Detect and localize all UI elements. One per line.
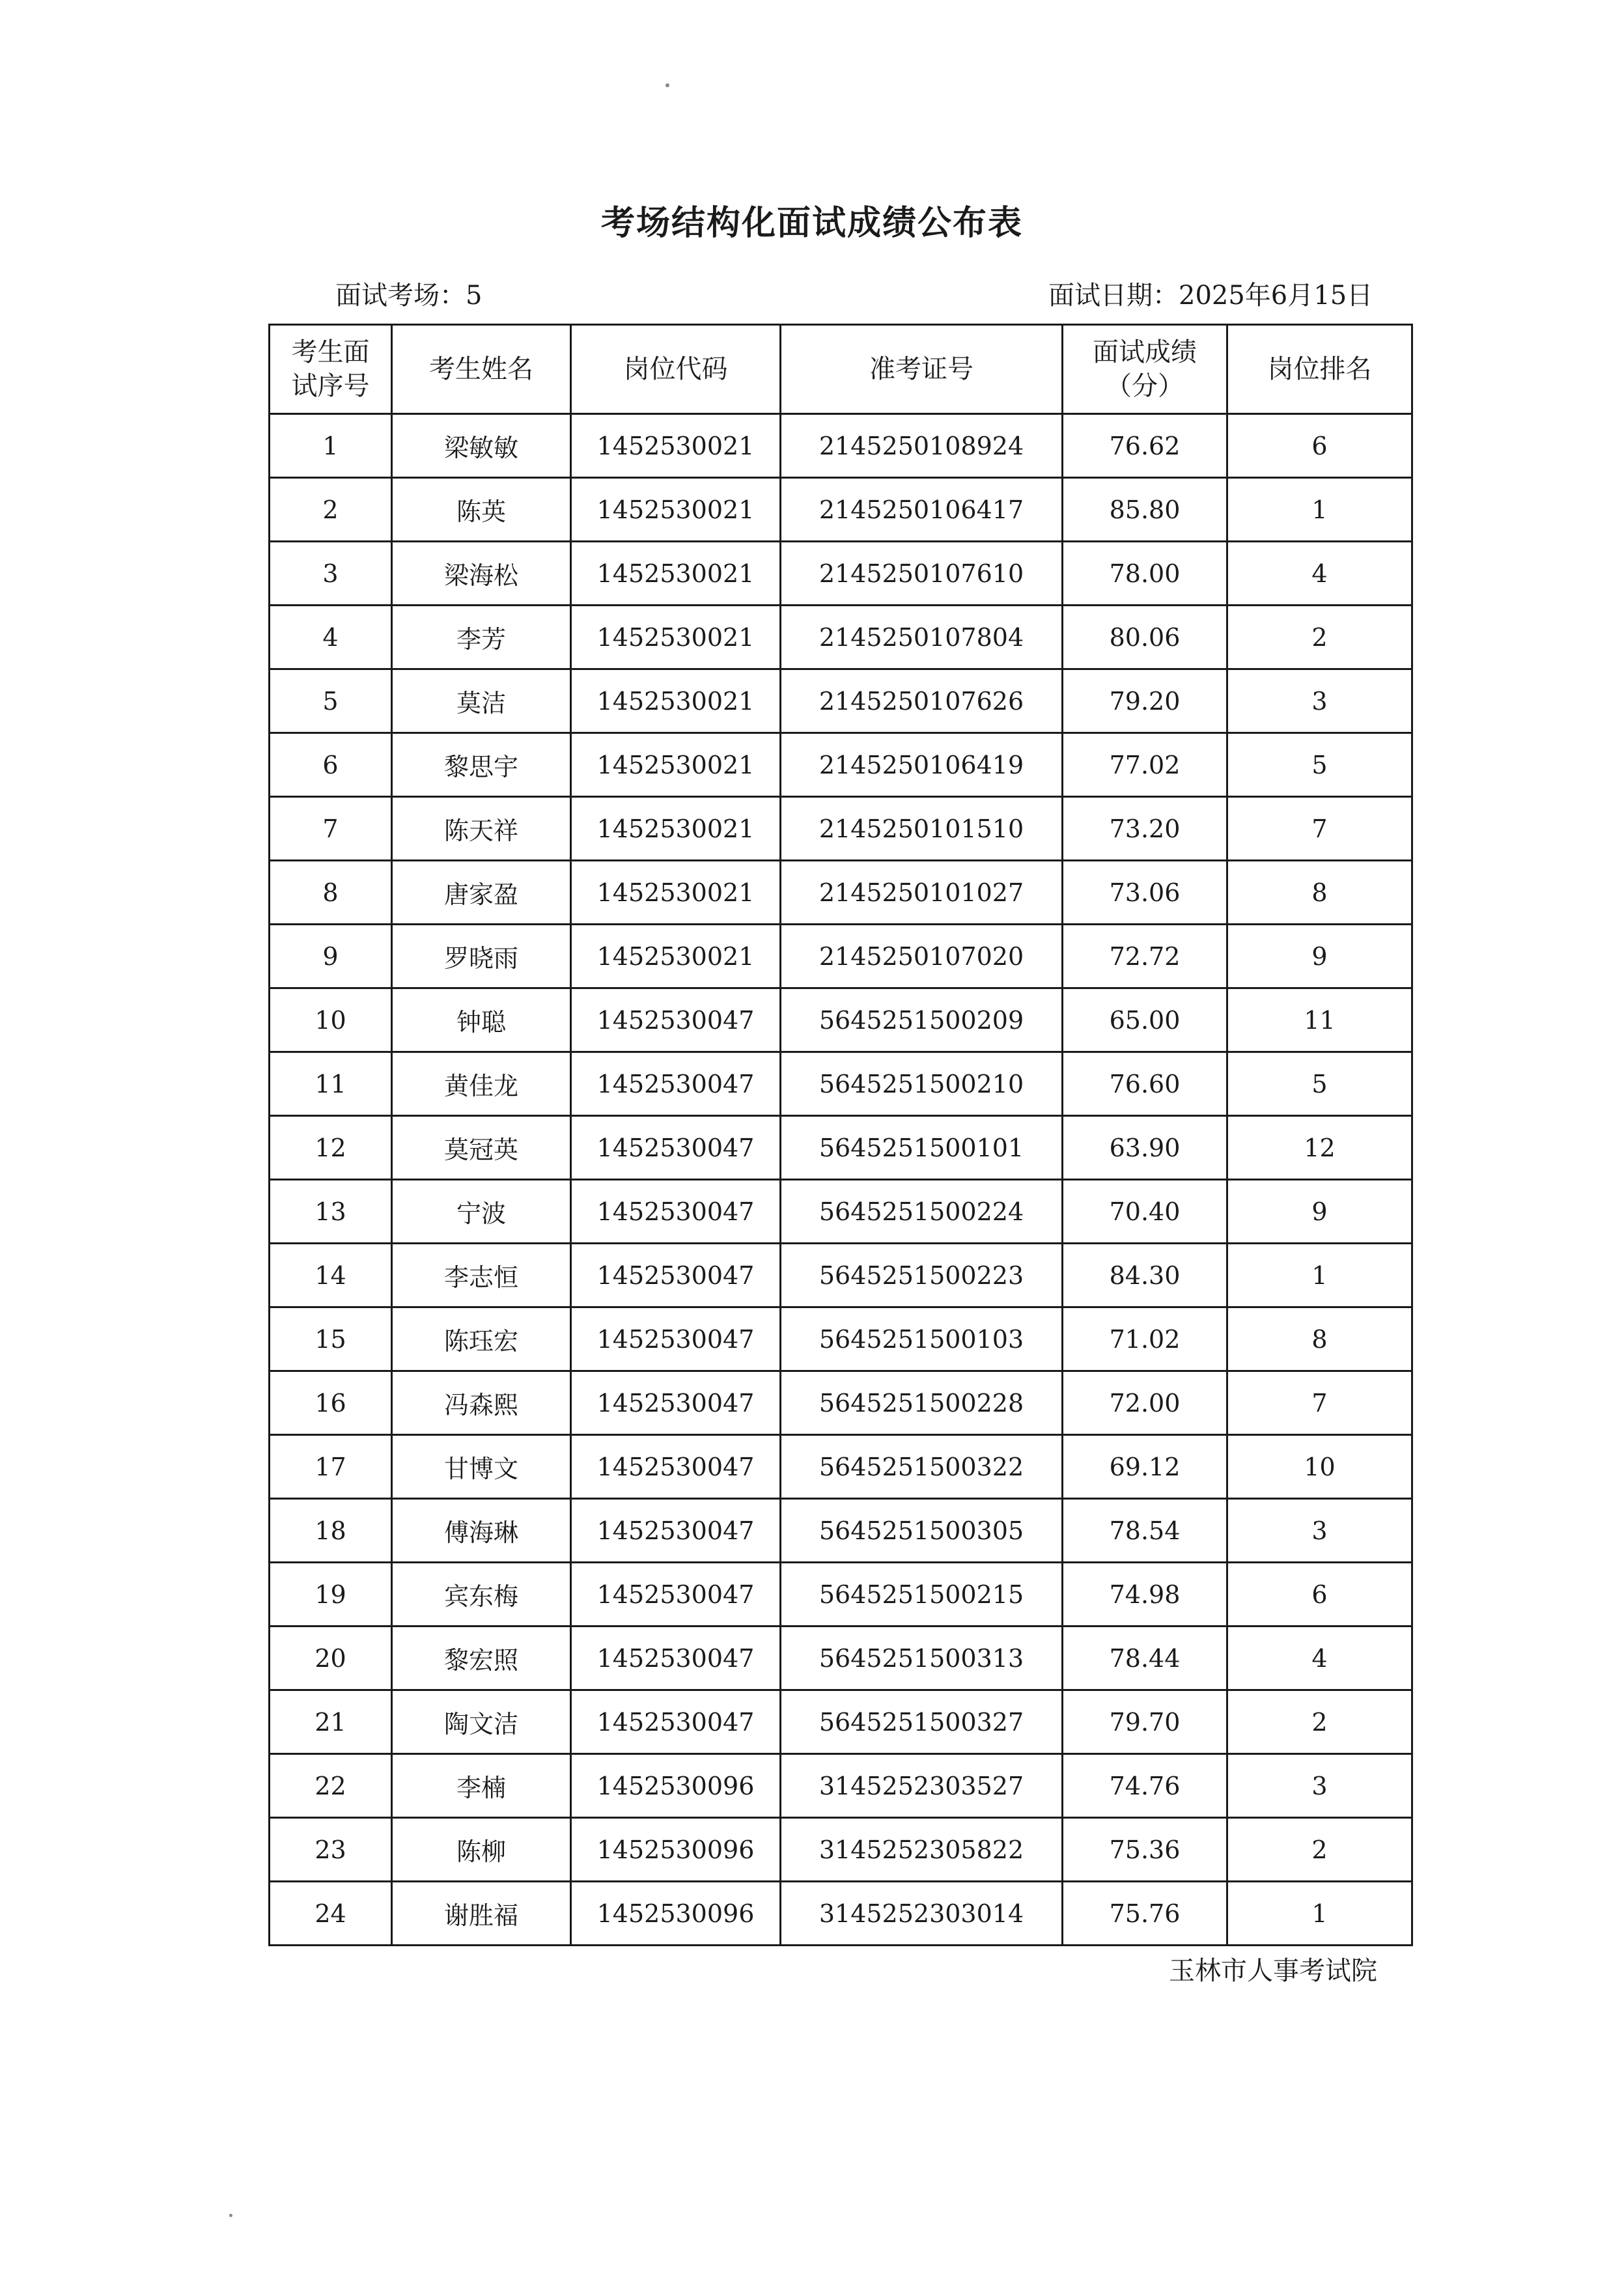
- cell-rank: 10: [1227, 1435, 1412, 1499]
- cell-ticket-no: 3145252303014: [781, 1882, 1063, 1946]
- cell-post-code: 1452530047: [571, 1371, 781, 1435]
- issuer-footer: 玉林市人事考试院: [1169, 1956, 1377, 1986]
- header-name: 考生姓名: [392, 325, 571, 414]
- cell-rank: 7: [1227, 797, 1412, 861]
- cell-seq: 9: [270, 925, 392, 988]
- cell-ticket-no: 5645251500313: [781, 1627, 1063, 1690]
- cell-rank: 7: [1227, 1371, 1412, 1435]
- table-row: [270, 1754, 1412, 1818]
- cell-score: 75.36: [1063, 1818, 1227, 1882]
- cell-ticket-no: 5645251500103: [781, 1307, 1063, 1371]
- cell-name: 李志恒: [392, 1244, 571, 1307]
- cell-seq: 12: [270, 1116, 392, 1180]
- table-row: [270, 1435, 1412, 1499]
- table-row: [270, 1690, 1412, 1754]
- score-table-body: [270, 414, 1412, 1946]
- cell-post-code: 1452530047: [571, 1563, 781, 1627]
- table-row: [270, 797, 1412, 861]
- cell-rank: 9: [1227, 925, 1412, 988]
- cell-post-code: 1452530021: [571, 414, 781, 478]
- cell-seq: 11: [270, 1052, 392, 1116]
- cell-post-code: 1452530047: [571, 988, 781, 1052]
- cell-seq: 1: [270, 414, 392, 478]
- cell-ticket-no: 2145250108924: [781, 414, 1063, 478]
- table-row: [270, 1818, 1412, 1882]
- cell-seq: 13: [270, 1180, 392, 1244]
- cell-post-code: 1452530096: [571, 1754, 781, 1818]
- cell-ticket-no: 5645251500224: [781, 1180, 1063, 1244]
- table-header-row: [270, 325, 1412, 414]
- cell-score: 78.00: [1063, 542, 1227, 606]
- cell-rank: 5: [1227, 733, 1412, 797]
- cell-score: 84.30: [1063, 1244, 1227, 1307]
- cell-post-code: 1452530047: [571, 1052, 781, 1116]
- table-row: [270, 414, 1412, 478]
- table-row: [270, 1882, 1412, 1946]
- cell-rank: 4: [1227, 542, 1412, 606]
- cell-name: 宾东梅: [392, 1563, 571, 1627]
- cell-ticket-no: 5645251500327: [781, 1690, 1063, 1754]
- cell-rank: 8: [1227, 861, 1412, 925]
- header-post-code: 岗位代码: [571, 325, 781, 414]
- cell-name: 宁波: [392, 1180, 571, 1244]
- cell-post-code: 1452530047: [571, 1690, 781, 1754]
- table-row: [270, 733, 1412, 797]
- cell-name: 梁海松: [392, 542, 571, 606]
- cell-rank: 8: [1227, 1307, 1412, 1371]
- cell-seq: 10: [270, 988, 392, 1052]
- cell-name: 梁敏敏: [392, 414, 571, 478]
- cell-rank: 2: [1227, 1818, 1412, 1882]
- cell-ticket-no: 5645251500215: [781, 1563, 1063, 1627]
- header-ticket-no: 准考证号: [781, 325, 1063, 414]
- score-table: [268, 324, 1413, 1946]
- cell-ticket-no: 2145250107804: [781, 606, 1063, 669]
- table-row: [270, 1499, 1412, 1563]
- cell-score: 63.90: [1063, 1116, 1227, 1180]
- cell-name: 黎宏照: [392, 1627, 571, 1690]
- cell-post-code: 1452530021: [571, 542, 781, 606]
- table-row: [270, 542, 1412, 606]
- header-seq: 考生面试序号: [270, 325, 392, 414]
- cell-seq: 15: [270, 1307, 392, 1371]
- cell-name: 陈天祥: [392, 797, 571, 861]
- cell-rank: 1: [1227, 1244, 1412, 1307]
- table-row: [270, 478, 1412, 542]
- cell-ticket-no: 5645251500228: [781, 1371, 1063, 1435]
- table-row: [270, 861, 1412, 925]
- cell-seq: 7: [270, 797, 392, 861]
- cell-rank: 6: [1227, 414, 1412, 478]
- table-row: [270, 1371, 1412, 1435]
- cell-ticket-no: 2145250107610: [781, 542, 1063, 606]
- cell-name: 黄佳龙: [392, 1052, 571, 1116]
- cell-post-code: 1452530021: [571, 797, 781, 861]
- cell-ticket-no: 5645251500101: [781, 1116, 1063, 1180]
- cell-ticket-no: 5645251500210: [781, 1052, 1063, 1116]
- cell-name: 傅海琳: [392, 1499, 571, 1563]
- cell-name: 钟聪: [392, 988, 571, 1052]
- cell-name: 李楠: [392, 1754, 571, 1818]
- cell-name: 陈柳: [392, 1818, 571, 1882]
- cell-rank: 2: [1227, 606, 1412, 669]
- cell-seq: 5: [270, 669, 392, 733]
- cell-post-code: 1452530021: [571, 606, 781, 669]
- cell-rank: 1: [1227, 478, 1412, 542]
- cell-name: 谢胜福: [392, 1882, 571, 1946]
- table-row: [270, 1052, 1412, 1116]
- cell-rank: 3: [1227, 669, 1412, 733]
- cell-seq: 18: [270, 1499, 392, 1563]
- cell-seq: 20: [270, 1627, 392, 1690]
- cell-score: 73.20: [1063, 797, 1227, 861]
- table-row: [270, 988, 1412, 1052]
- cell-name: 陶文洁: [392, 1690, 571, 1754]
- table-row: [270, 1180, 1412, 1244]
- cell-seq: 8: [270, 861, 392, 925]
- cell-name: 甘博文: [392, 1435, 571, 1499]
- cell-score: 78.44: [1063, 1627, 1227, 1690]
- cell-rank: 6: [1227, 1563, 1412, 1627]
- table-row: [270, 1627, 1412, 1690]
- cell-seq: 19: [270, 1563, 392, 1627]
- table-row: [270, 669, 1412, 733]
- cell-rank: 3: [1227, 1499, 1412, 1563]
- exam-room-label: 面试考场：5: [335, 281, 483, 311]
- cell-ticket-no: 3145252305822: [781, 1818, 1063, 1882]
- table-row: [270, 1307, 1412, 1371]
- cell-rank: 9: [1227, 1180, 1412, 1244]
- cell-ticket-no: 2145250107626: [781, 669, 1063, 733]
- cell-ticket-no: 2145250107020: [781, 925, 1063, 988]
- cell-seq: 17: [270, 1435, 392, 1499]
- cell-seq: 21: [270, 1690, 392, 1754]
- cell-post-code: 1452530047: [571, 1307, 781, 1371]
- cell-post-code: 1452530021: [571, 478, 781, 542]
- cell-ticket-no: 2145250106419: [781, 733, 1063, 797]
- cell-name: 陈珏宏: [392, 1307, 571, 1371]
- cell-ticket-no: 5645251500305: [781, 1499, 1063, 1563]
- cell-seq: 14: [270, 1244, 392, 1307]
- exam-date-label: 面试日期：2025年6月15日: [1048, 281, 1373, 311]
- cell-score: 77.02: [1063, 733, 1227, 797]
- table-row: [270, 1116, 1412, 1180]
- page-title: 考场结构化面试成绩公布表: [600, 204, 1023, 243]
- cell-rank: 3: [1227, 1754, 1412, 1818]
- cell-name: 莫洁: [392, 669, 571, 733]
- cell-score: 69.12: [1063, 1435, 1227, 1499]
- cell-score: 71.02: [1063, 1307, 1227, 1371]
- cell-post-code: 1452530047: [571, 1627, 781, 1690]
- header-score: 面试成绩（分）: [1063, 325, 1227, 414]
- table-row: [270, 1563, 1412, 1627]
- cell-post-code: 1452530047: [571, 1499, 781, 1563]
- cell-score: 80.06: [1063, 606, 1227, 669]
- cell-ticket-no: 5645251500209: [781, 988, 1063, 1052]
- cell-post-code: 1452530047: [571, 1435, 781, 1499]
- cell-seq: 3: [270, 542, 392, 606]
- cell-ticket-no: 5645251500322: [781, 1435, 1063, 1499]
- cell-post-code: 1452530047: [571, 1116, 781, 1180]
- cell-score: 85.80: [1063, 478, 1227, 542]
- cell-score: 75.76: [1063, 1882, 1227, 1946]
- cell-seq: 6: [270, 733, 392, 797]
- cell-seq: 23: [270, 1818, 392, 1882]
- cell-post-code: 1452530096: [571, 1882, 781, 1946]
- cell-score: 79.20: [1063, 669, 1227, 733]
- cell-score: 79.70: [1063, 1690, 1227, 1754]
- cell-seq: 4: [270, 606, 392, 669]
- cell-score: 78.54: [1063, 1499, 1227, 1563]
- table-row: [270, 606, 1412, 669]
- cell-ticket-no: 3145252303527: [781, 1754, 1063, 1818]
- cell-score: 72.00: [1063, 1371, 1227, 1435]
- cell-name: 冯森熙: [392, 1371, 571, 1435]
- cell-ticket-no: 2145250101510: [781, 797, 1063, 861]
- cell-rank: 2: [1227, 1690, 1412, 1754]
- cell-score: 70.40: [1063, 1180, 1227, 1244]
- cell-post-code: 1452530096: [571, 1818, 781, 1882]
- cell-score: 76.60: [1063, 1052, 1227, 1116]
- cell-name: 黎思宇: [392, 733, 571, 797]
- cell-rank: 12: [1227, 1116, 1412, 1180]
- cell-rank: 5: [1227, 1052, 1412, 1116]
- cell-post-code: 1452530021: [571, 925, 781, 988]
- table-row: [270, 1244, 1412, 1307]
- cell-score: 74.76: [1063, 1754, 1227, 1818]
- cell-name: 陈英: [392, 478, 571, 542]
- cell-seq: 22: [270, 1754, 392, 1818]
- scan-speck: [229, 2214, 232, 2217]
- cell-post-code: 1452530021: [571, 669, 781, 733]
- cell-name: 唐家盈: [392, 861, 571, 925]
- cell-rank: 4: [1227, 1627, 1412, 1690]
- cell-score: 72.72: [1063, 925, 1227, 988]
- cell-name: 李芳: [392, 606, 571, 669]
- cell-score: 74.98: [1063, 1563, 1227, 1627]
- cell-rank: 11: [1227, 988, 1412, 1052]
- scan-speck: [665, 83, 669, 87]
- cell-name: 莫冠英: [392, 1116, 571, 1180]
- cell-ticket-no: 2145250106417: [781, 478, 1063, 542]
- cell-post-code: 1452530047: [571, 1244, 781, 1307]
- cell-post-code: 1452530021: [571, 733, 781, 797]
- cell-seq: 2: [270, 478, 392, 542]
- cell-rank: 1: [1227, 1882, 1412, 1946]
- cell-score: 65.00: [1063, 988, 1227, 1052]
- cell-seq: 24: [270, 1882, 392, 1946]
- cell-ticket-no: 2145250101027: [781, 861, 1063, 925]
- cell-seq: 16: [270, 1371, 392, 1435]
- cell-score: 73.06: [1063, 861, 1227, 925]
- table-row: [270, 925, 1412, 988]
- cell-ticket-no: 5645251500223: [781, 1244, 1063, 1307]
- cell-score: 76.62: [1063, 414, 1227, 478]
- cell-name: 罗晓雨: [392, 925, 571, 988]
- cell-post-code: 1452530021: [571, 861, 781, 925]
- header-rank: 岗位排名: [1227, 325, 1412, 414]
- cell-post-code: 1452530047: [571, 1180, 781, 1244]
